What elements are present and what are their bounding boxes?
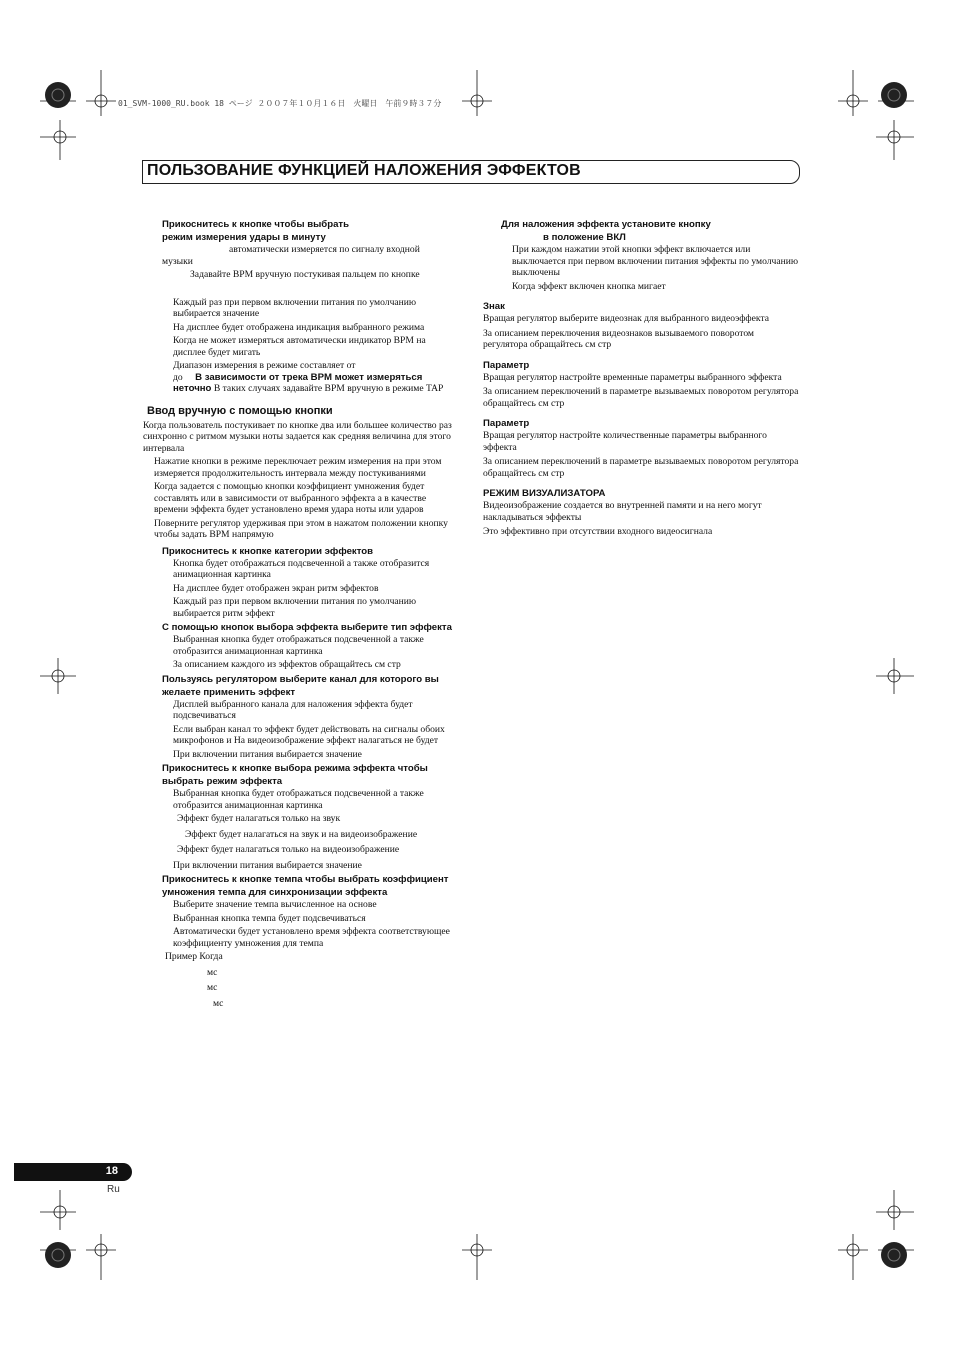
example-ms-3: мс — [213, 997, 224, 1009]
step-7-note-toggle: При каждом нажатии этой кнопки эффект включается или выключается при первом включении питания эффекты по умолчанию выключены — [512, 244, 799, 278]
step-2-note-screen: На дисплее будет отображен экран ритм эффектов — [173, 582, 379, 594]
step-3-heading: С помощью кнопок выбора эффекта выберите тип эффекта — [162, 622, 452, 633]
step-3-note-button: Выбранная кнопка будет отображаться подсвеченной а также отобразится анимационная картинка — [173, 634, 424, 657]
visualizer-heading: РЕЖИМ ВИЗУАЛИЗАТОРА — [483, 488, 606, 499]
step-5-heading: Прикоснитесь к кнопке выбора режима эффекта чтобы выбрать режим эффекта — [162, 763, 428, 787]
step-1-heading-line2: режим измерения удары в минуту — [162, 232, 326, 243]
step-1-note-range — [143, 360, 460, 395]
step-2-heading: Прикоснитесь к кнопке категории эффектов — [162, 545, 374, 557]
step-6-heading: Прикоснитесь к кнопке темпа чтобы выбрать коэффициент умножения темпа для синхронизации эффекта — [162, 874, 449, 898]
tap-section-intro: Когда пользователь постукивает по кнопке два или большее количество раз синхронно с ритмом музыки ноты задается как средняя величина для этого интервала — [143, 419, 452, 454]
step-1-note-display: На дисплее будет отображена индикация выбранного режима — [173, 321, 425, 333]
left-column — [143, 218, 460, 1009]
visualizer-text-2: Это эффективно при отсутствии входного видеосигнала — [483, 526, 713, 537]
step-6-example: Пример Когда — [165, 951, 223, 962]
effect-mode-audio: Эффект будет налагаться только на звук — [177, 813, 341, 824]
step-1-auto-text-cont: музыки — [162, 255, 193, 267]
step-1-auto-text: автоматически измеряется по сигналу входной — [229, 244, 420, 255]
tap-note-direct: Поверните регулятор удерживая при этом в нажатом положении кнопку чтобы задать BPM напрямую — [154, 517, 448, 540]
right-column — [483, 218, 799, 540]
example-ms-2: мс — [207, 982, 218, 993]
step-1-note-default: Каждый раз при первом включении питания по умолчанию выбирается значение — [173, 296, 417, 319]
range-warning: В зависимости от трека BPM может измеряться неточно — [173, 371, 423, 394]
sign-text-2: За описанием переключения видеознаков вызываемого поворотом регулятора обращайтесь см стр — [483, 327, 754, 350]
step-4-note-default: При включении питания выбирается значение — [173, 748, 362, 760]
step-5-note-default: При включении питания выбирается значение — [173, 859, 362, 871]
page-language: Ru — [107, 1184, 120, 1195]
visualizer-text-1: Видеоизображение создается во внутренней памяти и на него могут накладываться эффекты — [483, 500, 762, 523]
step-2-note-default: Каждый раз при первом включении питания по умолчанию выбирается ритм эффект — [173, 596, 417, 619]
step-6-note-select: Выберите значение темпа вычисленное на основе — [173, 899, 377, 910]
example-ms-1: мс — [207, 966, 218, 978]
tap-note-mode: Нажатие кнопки в режиме переключает режим измерения на при этом измеряется продолжительность интервала между постукиваниями — [154, 456, 442, 479]
step-6-note-auto: Автоматически будет установлено время эффекта соответствующее коэффициенту умножения для темпа — [173, 926, 450, 949]
parameter-1-text-2: За описанием переключений в параметре вызываемых поворотом регулятора обращайтесь см стр — [483, 386, 799, 409]
range-to: до — [173, 371, 183, 383]
effect-mode-audio-video: Эффект будет налагаться на звук и на видеоизображение — [185, 828, 418, 840]
step-2-note-button: Кнопка будет отображаться подсвеченной а также отобразится анимационная картинка — [173, 557, 430, 580]
step-5-note-button: Выбранная кнопка будет отображаться подсвеченной а также отобразится анимационная картинка — [173, 788, 424, 811]
step-6-note-highlight: Выбранная кнопка темпа будет подсвечиваться — [173, 912, 366, 924]
tap-note-multiplier: Когда задается с помощью кнопки коэффициент умножения будет составлять или в зависимости от выбранного эффекта а в качестве времени эффекта будет установлено время удара ноты или ударов — [154, 481, 427, 515]
parameter-2-heading: Параметр — [483, 418, 530, 429]
step-7-heading-line1: Для наложения эффекта установите кнопку — [501, 219, 711, 230]
page-title: ПОЛЬЗОВАНИЕ ФУНКЦИЕЙ НАЛОЖЕНИЯ ЭФФЕКТОВ — [147, 162, 581, 179]
range-text: Диапазон измерения в режиме составляет от — [173, 360, 356, 371]
step-1-heading-line1: Прикоснитесь к кнопке чтобы выбрать — [162, 219, 350, 230]
effect-mode-video: Эффект будет налагаться только на видеоизображение — [177, 844, 400, 855]
step-4-note-channel: Если выбран канал то эффект будет действовать на сигналы обоих микрофонов и На видеоизображение эффект налагаться не будет — [173, 723, 445, 746]
parameter-2-text-2: За описанием переключений в параметре вызываемых поворотом регулятора обращайтесь см стр — [483, 456, 799, 479]
step-1-note-blink: Когда не может измеряться автоматически индикатор BPM на дисплее будет мигать — [173, 335, 426, 358]
step-7-note-blink: Когда эффект включен кнопка мигает — [512, 280, 666, 292]
parameter-1-heading: Параметр — [483, 359, 530, 371]
step-4-note-display: Дисплей выбранного канала для наложения эффекта будет подсвечиваться — [173, 698, 413, 721]
page-number: 18 — [105, 1165, 118, 1177]
step-3-note-ref: За описанием каждого из эффектов обращайтесь см стр — [173, 659, 401, 670]
file-info-header: 01_SVM-1000_RU.book 18 ページ ２００７年１０月１６日 火曜日 午前９時３７分 — [118, 99, 442, 108]
range-advice: В таких случаях задавайте BPM вручную в режиме TAP — [213, 383, 444, 394]
step-7-heading-line2: в положение ВКЛ — [543, 232, 626, 243]
step-7-heading — [483, 218, 799, 244]
page-number-tab — [14, 1163, 132, 1181]
parameter-2-text-1: Вращая регулятор настройте количественные параметры выбранного эффекта — [483, 430, 767, 453]
step-1-tap-text: Задавайте BPM вручную постукивая пальцем по кнопке — [190, 269, 420, 280]
sign-text-1: Вращая регулятор выберите видеознак для выбранного видеоэффекта — [483, 313, 770, 324]
step-1-heading — [143, 218, 460, 244]
starburst-bottom-right — [881, 1242, 907, 1268]
starburst-top-right — [881, 82, 907, 108]
starburst-top-left — [45, 82, 71, 108]
tap-section-heading: Ввод вручную с помощью кнопки — [147, 404, 333, 417]
section-title-bar — [142, 160, 800, 184]
sign-heading: Знак — [483, 301, 505, 312]
step-4-heading: Пользуясь регулятором выберите канал для которого вы желаете применить эффект — [162, 673, 439, 698]
parameter-1-text-1: Вращая регулятор настройте временные параметры выбранного эффекта — [483, 371, 782, 383]
starburst-bottom-left — [45, 1242, 71, 1268]
